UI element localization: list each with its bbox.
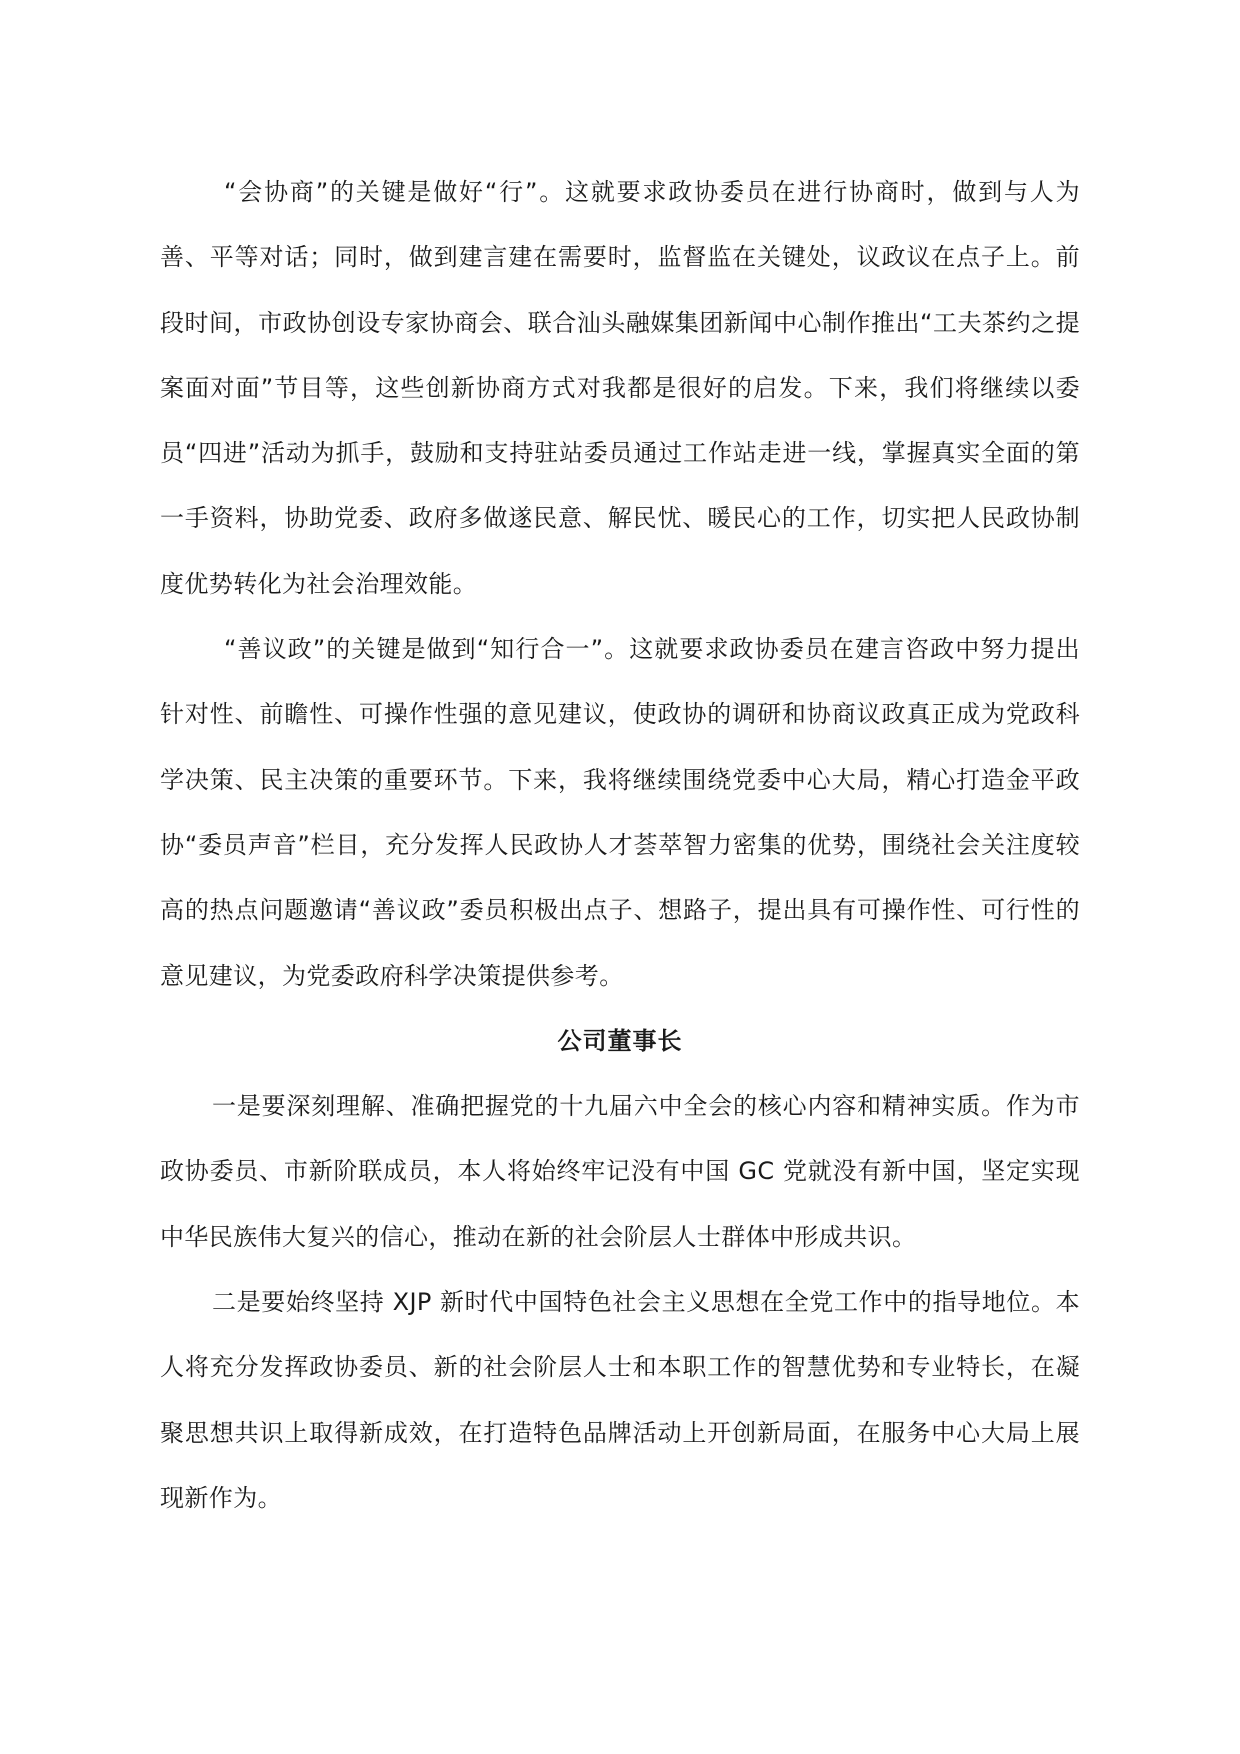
paragraph-hui-xieshang: “会协商”的关键是做好“行”。这就要求政协委员在进行协商时，做到与人为善、平等对话；同时，做到建言建在需要时，监督监在关键处，议政议在点子上。前段时间，市政协创设专家协商会、联合汕头融媒集团新闻中心制作推出“工夫茶约之提案面对面”节目等，这些创新协商方式对我都是很好的启发。下来，我们将继续以委员“四进”活动为抓手，鼓励和支持驻站委员通过工作站走进一线，掌握真实全面的第一手资料，协助党委、政府多做遂民意、解民忧、暖民心的工作，切实把人民政协制度优势转化为社会治理效能。 <box>160 178 1080 598</box>
section-heading: 公司董事长 <box>557 1026 683 1055</box>
paragraph-point-two: 二是要始终坚持 XJP 新时代中国特色社会主义思想在全党工作中的指导地位。本人将充分发挥政协委员、新的社会阶层人士和本职工作的智慧优势和专业特长，在凝聚思想共识上取得新成效，在打造特色品牌活动上开创新局面，在服务中心大局上展现新作为。 <box>160 1288 1080 1512</box>
document-page <box>160 160 1080 1531</box>
paragraph-shan-yizheng: “善议政”的关键是做到“知行合一”。这就要求政协委员在建言咨政中努力提出针对性、前瞻性、可操作性强的意见建议，使政协的调研和协商议政真正成为党政科学决策、民主决策的重要环节。下来，我将继续围绕党委中心大局，精心打造金平政协“委员声音”栏目，充分发挥人民政协人才荟萃智力密集的优势，围绕社会关注度较高的热点问题邀请“善议政”委员积极出点子、想路子，提出具有可操作性、可行性的意见建议，为党委政府科学决策提供参考。 <box>160 635 1080 990</box>
paragraph-point-one: 一是要深刻理解、准确把握党的十九届六中全会的核心内容和精神实质。作为市政协委员、市新阶联成员，本人将始终牢记没有中国 GC 党就没有新中国，坚定实现中华民族伟大复兴的信心，推动在新的社会阶层人士群体中形成共识。 <box>160 1092 1080 1251</box>
